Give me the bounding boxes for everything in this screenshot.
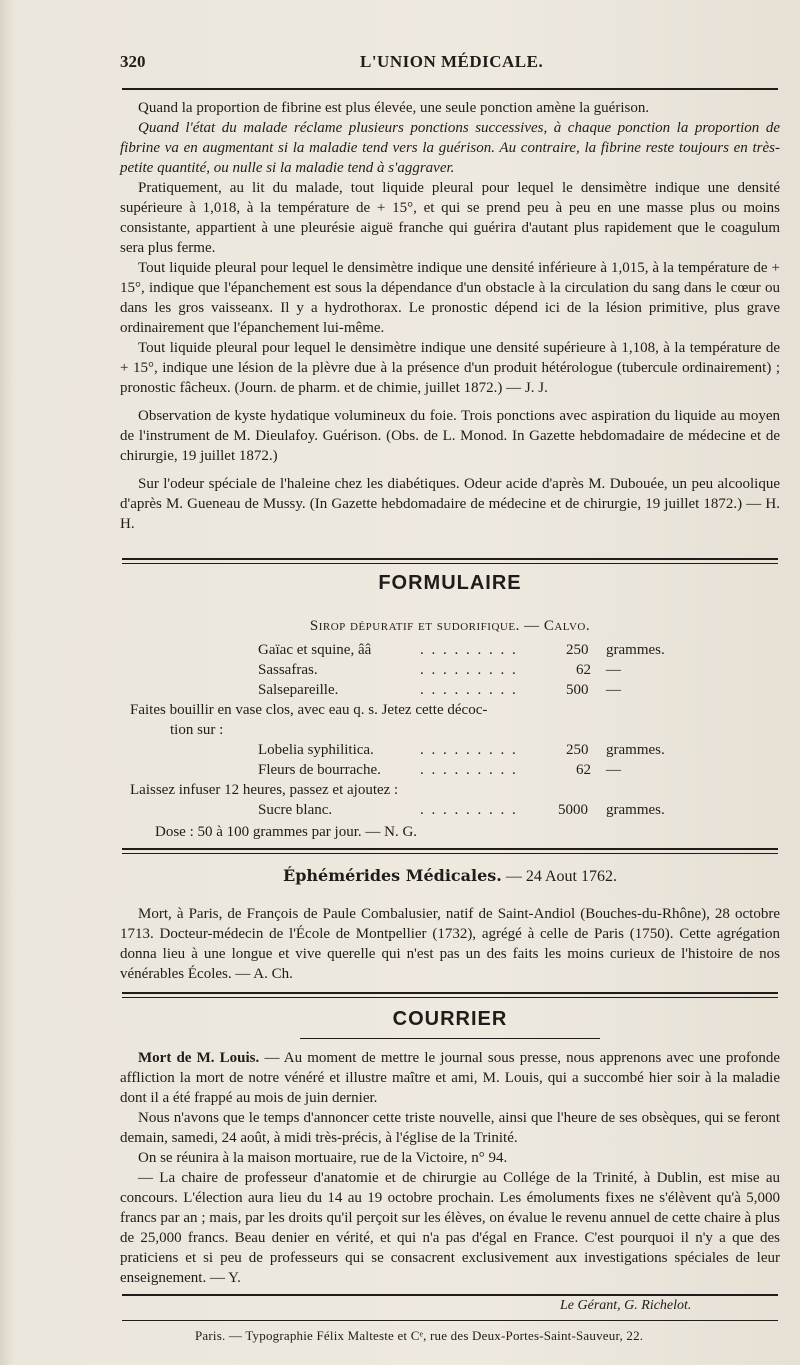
page-number: 320 [120,52,146,71]
ingredient-unit: — [606,762,621,778]
leader-dots: . . . . . . . . . [420,682,518,698]
section-rule [122,558,778,560]
ingredient-name: Salsepareille. [258,682,339,698]
header-rule [122,88,778,90]
footer-rule [122,1294,778,1296]
recipe-step: Faites bouillir en vase clos, avec eau q. s. Jetez cette décoc- [130,702,488,718]
ingredient-quantity: 62 [576,662,591,678]
paragraph: Tout liquide pleural pour lequel le densimètre indique une densité inférieure à 1,015, à la température de + 15°, indique que l'épanchement est sous la dépendance d'un obstacle à la circulation du sang dans le cœur ou dans les gros vaisseanx. Il y a hydrothorax. Le pronostic dépend ici de la lésion primitive, plus grave ordinairement que l'épanchement lui-même. [120,260,780,336]
footer-rule-thin [122,1320,778,1321]
paragraph: — La chaire de professeur d'anatomie et de chirurgie au Collége de la Trinité, à Dublin, est mise au concours. L'élection aura lieu du 14 au 19 octobre prochain. Les émoluments fixes ne s'élèvent qu'à 5,000 francs par an ; mais, par les droits qu'il perçoit sur les élèves, on évalue le revenu annuel de cette chaire à plus de 25,000 francs. Beau denier en vérité, et qui n'a pas d'égal en France. C'est pourquoi il n'y a que des praticiens et si peu de professeurs qui se consacrent exclusivement aux investigations spéciales de leur enseignement. — Y. [120,1170,780,1286]
leader-dots: . . . . . . . . . [420,662,518,678]
ingredient-name: Sucre blanc. [258,802,333,818]
leader-dots: . . . . . . . . . [420,742,518,758]
ingredient-quantity: 5000 [558,802,588,818]
gerant-signature: Le Gérant, G. Richelot. [560,1298,692,1313]
ingredient-unit: — [606,682,621,698]
ingredient-name: Gaïac et squine, ââ [258,642,372,658]
recipe-dose: Dose : 50 à 100 grammes par jour. — N. G. [155,824,418,840]
section-rule [122,848,778,850]
ingredient-name: Sassafras. [258,662,318,678]
ingredient-quantity: 62 [576,762,591,778]
paragraph: Sur l'odeur spéciale de l'haleine chez les diabétiques. Odeur acide d'après M. Dubouée, un peu alcoolique d'après M. Gueneau de Mussy. (In Gazette hebdomadaire de médecine et de chirurgie, 19 juillet 1872.) — H. H. [120,476,780,532]
leader-dots: . . . . . . . . . [420,802,518,818]
ingredient-unit: grammes. [606,802,665,818]
recipe-step: tion sur : [170,722,224,738]
section-rule-thin [122,563,778,564]
leader-dots: . . . . . . . . . [420,642,518,658]
section-rule-thin [122,853,778,854]
printer-imprint: Paris. — Typographie Félix Malteste et Cᵉ, rue des Deux-Portes-Saint-Sauveur, 22. [195,1328,644,1343]
ingredient-name: Lobelia syphilitica. [258,742,374,758]
running-title: L'UNION MÉDICALE. [360,52,544,71]
recipe-step: Laissez infuser 12 heures, passez et ajoutez : [130,782,399,798]
paragraph: On se réunira à la maison mortuaire, rue de la Victoire, n° 94. [138,1150,508,1166]
ingredient-quantity: 250 [566,642,589,658]
paragraph: Quand la proportion de fibrine est plus élevée, une seule ponction amène la guérison. [138,100,650,116]
ephemerides-body [120,904,780,984]
courrier-text: — Au moment de mettre le journal sous presse, nous apprenons avec une profonde affliction la mort de notre vénéré et illustre maître et ami, M. Louis, qui a succombé hier soir à la maladie dont il a été frappé au mois de juin dernier. [120,1050,781,1106]
courrier-rule [300,1038,600,1039]
paragraph: Observation de kyste hydatique volumineux du foie. Trois ponctions avec aspiration du liquide au moyen de l'instrument de M. Dieulafoy. Guérison. (Obs. de L. Monod. In Gazette hebdomadaire de médecine et de chirurgie, 19 juillet 1872.) [120,408,780,464]
paragraph: Quand l'état du malade réclame plusieurs ponctions successives, à chaque ponction la proportion de fibrine va en augmentant si la maladie tend vers la guérison. Au contraire, la fibrine reste toujours en très-petite quantité, ou nulle si la maladie tend à s'aggraver. [120,120,780,176]
leader-dots: . . . . . . . . . [420,762,518,778]
ingredient-unit: — [606,662,621,678]
ingredient-unit: grammes. [606,742,665,758]
ingredient-quantity: 500 [566,682,589,698]
paragraph [120,1048,780,1108]
paragraph: Tout liquide pleural pour lequel le densimètre indique une densité supérieure à 1,108, à la température de + 15°, indique une lésion de la plèvre due à la présence d'un produit hétérologue (tubercule ordinairement) ; pronostic fâcheux. (Journ. de pharm. et de chimie, juillet 1872.) — J. J. [120,340,780,396]
courrier-body [120,1048,780,1288]
ingredient-name: Fleurs de bourrache. [258,762,381,778]
paragraph: Pratiquement, au lit du malade, tout liquide pleural pour lequel le densimètre indique une densité supérieure à 1,018, à la température de + 15°, et qui se prend peu à peu en une masse plus ou moins consistante, appartient à une pleurésie aiguë franche qui guérira d'autant plus rapidement que le coagulum sera plus ferme. [120,180,780,256]
ephemerides-heading [120,866,780,886]
formulaire-title: FORMULAIRE [378,572,522,594]
paragraph: Nous n'avons que le temps d'annoncer cette triste nouvelle, ainsi que l'heure de ses obsèques, qui se feront demain, samedi, 24 août, à midi très-précis, à l'église de la Trinité. [120,1110,780,1146]
article-pleural [120,98,780,534]
section-rule [122,992,778,994]
courrier-title: COURRIER [392,1008,508,1030]
paragraph: Mort, à Paris, de François de Paule Combalusier, natif de Saint-Andiol (Bouches-du-Rhône), 28 octobre 1713. Docteur-médecin de l'École de Montpellier (1732), agrégé à celle de Paris (1750). Cette agrégation donna lieu à une longue et vive querelle qui n'est pas un des faits les moins curieux de l'histoire de nos vénérables Écoles. — A. Ch. [120,906,780,982]
ingredient-quantity: 250 [566,742,589,758]
section-rule-thin [122,997,778,998]
ephemerides-date: — 24 Aout 1762. [505,868,617,885]
recipe-title: Sirop dépuratif et sudorifique. — Calvo. [309,618,591,634]
page-header [120,52,780,80]
ephemerides-title: Éphémérides Médicales. [283,866,502,885]
courrier-lead: Mort de M. Louis. [138,1050,260,1066]
ingredient-unit: grammes. [606,642,665,658]
